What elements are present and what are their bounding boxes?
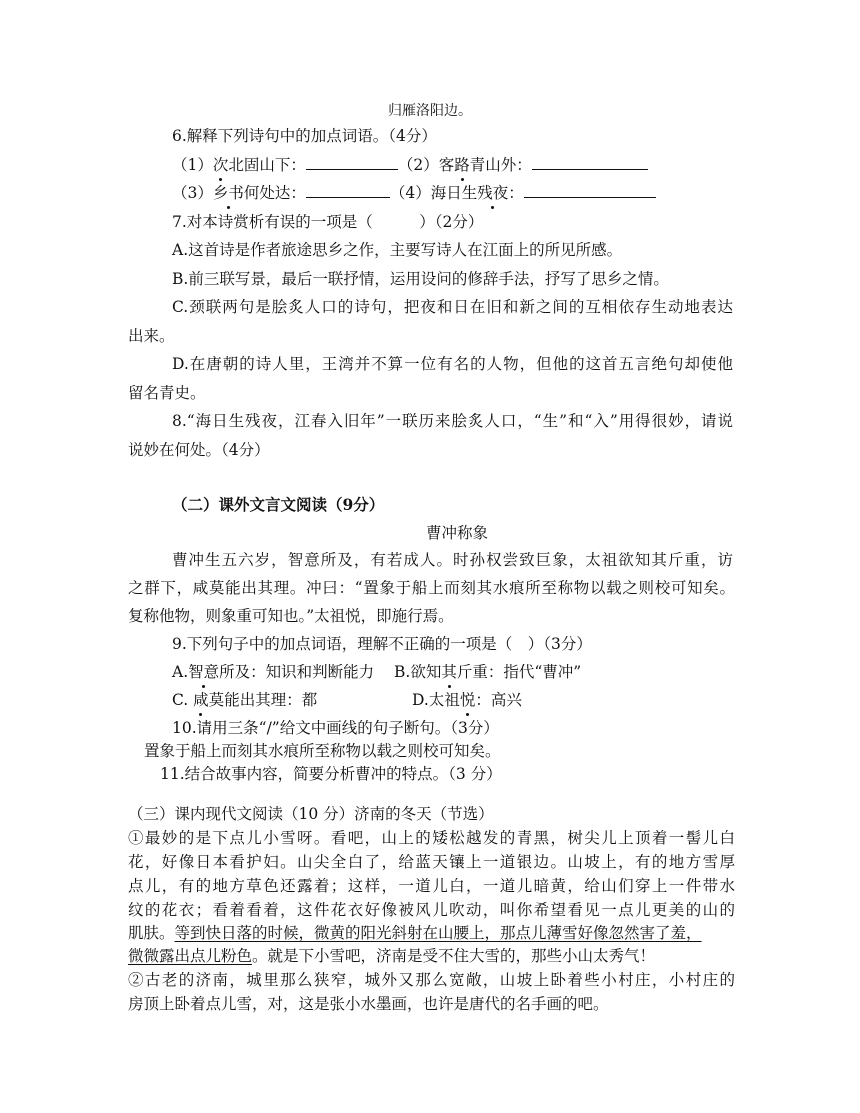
q7-option-c-line1: C.颈联两句是脍炙人口的诗句，把夜和日在旧和新之间的互相依存生动地表达 xyxy=(172,298,733,316)
section3-para-line2: 花，好像日本看护妇。山尖全白了，给蓝天镶上一道银边。山坡上，有的地方雪厚 xyxy=(128,853,735,871)
q6-item3-dotted-word: 乡书 xyxy=(212,184,244,202)
q6-row2 xyxy=(172,183,656,203)
section2-heading: （二）课外文言文阅读（9分） xyxy=(172,495,385,514)
section2-para-line2: 之群下，咸莫能出其理。冲曰：“置象于船上而刻其水痕所至称物以载之则校可知矣。 xyxy=(128,579,735,597)
q10-stem: 10.请用三条“/”给文中画线的句子断句。（3分） xyxy=(172,719,499,737)
q6-item3-suffix: 何处达： xyxy=(243,184,306,202)
q9-option-d xyxy=(412,690,522,710)
section3-line6-plain: 。就是下小雪吧，济南是受不住大雪的，那些小山太秀气！ xyxy=(252,947,656,965)
q6-item4-answer-blank[interactable] xyxy=(524,183,656,198)
section3-para-line6 xyxy=(128,946,655,966)
q6-item2-answer-blank[interactable] xyxy=(532,155,648,170)
q9-option-c-suffix: 莫能出其理：都 xyxy=(208,691,318,709)
q9-option-a-prefix: A. xyxy=(172,663,189,681)
q9-option-b-suffix: 斤重：指代“曹冲” xyxy=(456,663,582,681)
q9-option-a-dotted-word: 智意 xyxy=(188,663,220,681)
q7-option-a: A.这首诗是作者旅途思乡之作，主要写诗人在江面上的所见所感。 xyxy=(172,241,623,259)
q6-item3-answer-blank[interactable] xyxy=(306,183,390,198)
q6-item1-suffix: 北固山下： xyxy=(228,156,306,174)
q6-item4-prefix: （4）海日生 xyxy=(389,184,478,202)
q9-option-c-prefix: C. xyxy=(172,691,194,709)
q6-item1-answer-blank[interactable] xyxy=(306,155,398,170)
q7-option-c-line2: 出来。 xyxy=(128,327,175,345)
q7-stem: 7.对本诗赏析有误的一项是（ ）（2分） xyxy=(172,213,484,231)
q9-option-c-dotted-word: 咸 xyxy=(193,691,209,709)
section3-underlined-sentence-part2: 微微露出点儿粉色 xyxy=(128,947,253,965)
q9-option-d-suffix: ：高兴 xyxy=(475,691,522,709)
q6-item1-dotted-word: 次 xyxy=(212,156,229,174)
q6-row1 xyxy=(172,155,648,175)
section3-underlined-sentence-part1: 等到快日落的时候，微黄的阳光斜射在山腰上，那点儿薄雪好像忽然害了羞， xyxy=(174,924,702,942)
section3-para-line3: 点儿，有的地方草色还露着；这样，一道儿白，一道儿暗黄，给山们穿上一件带水 xyxy=(128,877,735,895)
q9-option-a-suffix: 所及：知识和判断能力 xyxy=(219,663,375,681)
section3-heading: （三）课内现代文阅读（10 分）济南的冬天（节选） xyxy=(128,805,494,823)
q11-stem: 11.结合故事内容，简要分析曹冲的特点。（3 分） xyxy=(160,765,502,783)
section2-title: 曹冲称象 xyxy=(426,524,489,542)
q9-option-d-dotted-word: 悦 xyxy=(459,691,476,709)
section3-para-line4: 纹的花衣；看着看着，这件花衣好像被风儿吹动，叫你希望看见一点儿更美的山的 xyxy=(128,901,735,919)
q9-option-d-prefix: D.太祖 xyxy=(412,691,460,709)
q6-item2-prefix: （2）客 xyxy=(397,156,455,174)
q9-options-row1 xyxy=(172,662,581,682)
section3-para2-line2: 房顶上卧着点儿雪，对，这是张小水墨画，也许是唐代的名手画的吧。 xyxy=(128,995,609,1013)
q9-option-b-prefix: B.欲知 xyxy=(394,663,442,681)
q6-item4-dotted-word: 残夜 xyxy=(477,184,509,202)
q8-line2: 说妙在何处。（4分） xyxy=(128,441,270,459)
q6-item2-suffix: 青山外： xyxy=(469,156,532,174)
poem-tail: 归雁洛阳边。 xyxy=(388,103,472,119)
section3-para-line5 xyxy=(128,923,702,943)
q8-line1: 8.“海日生残夜，江春入旧年”一联历来脍炙人口，“生”和“入”用得很妙，请说 xyxy=(172,412,733,430)
q6-item3-prefix: （3） xyxy=(172,184,213,202)
q9-option-c xyxy=(172,690,317,710)
section3-para-line1: ①最妙的是下点儿小雪呀。看吧，山上的矮松越发的青黑，树尖儿上顶着一髻儿白 xyxy=(128,829,735,847)
q6-item4-suffix: ： xyxy=(508,184,524,202)
q7-option-d-line1: D.在唐朝的诗人里，王湾并不算一位有名的人物，但他的这首五言绝句却使他 xyxy=(172,355,733,373)
section2-para-line3: 复称他物，则象重可知也。”太祖悦，即施行焉。 xyxy=(128,607,454,625)
q6-stem: 6.解释下列诗句中的加点词语。（4分） xyxy=(172,127,437,145)
q9-option-b-dotted-word: 其 xyxy=(441,663,457,681)
section3-line5-plain: 肌肤。 xyxy=(128,924,175,942)
q6-item1-prefix: （1） xyxy=(172,156,213,174)
q7-option-b: B.前三联写景，最后一联抒情，运用设问的修辞手法，抒写了思乡之情。 xyxy=(172,270,669,288)
q6-item2-dotted-word: 路 xyxy=(454,156,470,174)
q10-sentence: 置象于船上而刻其水痕所至称物以载之则校可知矣。 xyxy=(144,742,501,760)
section3-para2-line1: ②古老的济南，城里那么狭窄，城外又那么宽敞，山坡上卧着些小村庄，小村庄的 xyxy=(128,971,735,989)
q9-stem: 9.下列句子中的加点词语，理解不正确的一项是（ ）（3分） xyxy=(172,635,592,653)
section2-para-line1: 曹冲生五六岁，智意所及，有若成人。时孙权尝致巨象，太祖欲知其斤重，访 xyxy=(172,551,733,569)
q7-option-d-line2: 留名青史。 xyxy=(128,384,206,402)
